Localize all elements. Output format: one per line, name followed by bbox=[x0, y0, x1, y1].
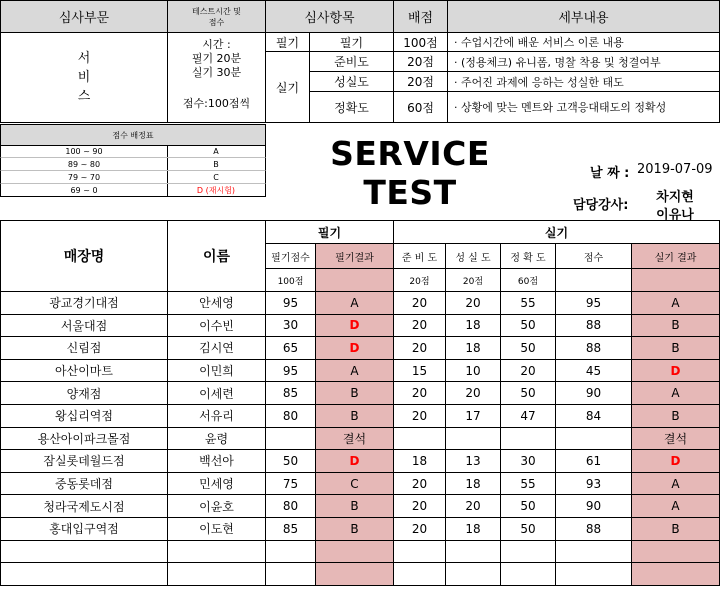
written-score-cell: 50 bbox=[265, 449, 316, 473]
sincerity-max: 20점 bbox=[445, 268, 501, 292]
group-practical-header: 실기 bbox=[393, 220, 720, 244]
name-cell bbox=[167, 540, 266, 564]
sincerity-cell: 18 bbox=[445, 336, 501, 360]
grade-table bbox=[0, 145, 266, 197]
name-cell: 이도현 bbox=[167, 517, 266, 541]
written-result-cell: C bbox=[315, 472, 394, 496]
sincerity-cell: 18 bbox=[445, 314, 501, 338]
header-item: 심사항목 bbox=[265, 0, 394, 33]
store-cell: 청라국제도시점 bbox=[0, 494, 168, 518]
written-time: 필기 20분 bbox=[191, 52, 242, 65]
accuracy-cell: 50 bbox=[500, 314, 556, 338]
written-result-cell: A bbox=[315, 291, 394, 315]
score-cell bbox=[555, 562, 632, 586]
name-cell: 이민희 bbox=[167, 359, 266, 383]
category-written: 필기 bbox=[265, 32, 310, 52]
instructor-name: 차지현 bbox=[656, 189, 694, 205]
prep-cell: 20 bbox=[393, 291, 446, 315]
grade-letter: A bbox=[167, 145, 266, 158]
table-row bbox=[0, 359, 721, 383]
written-max: 100점 bbox=[265, 268, 316, 292]
prep-cell: 18 bbox=[393, 449, 446, 473]
store-cell: 홍대입구역점 bbox=[0, 517, 168, 541]
accuracy-cell: 50 bbox=[500, 517, 556, 541]
table-row bbox=[0, 427, 721, 451]
col-sincerity: 성 실 도 bbox=[445, 243, 501, 269]
col-store-header: 매장명 bbox=[0, 220, 168, 292]
written-result-cell: B bbox=[315, 381, 394, 405]
table-row bbox=[0, 494, 721, 518]
name-cell: 서유리 bbox=[167, 404, 266, 428]
col-accuracy: 정 확 도 bbox=[500, 243, 556, 269]
score-cell: 90 bbox=[555, 494, 632, 518]
name-cell: 이세련 bbox=[167, 381, 266, 405]
practical-result-cell: B bbox=[631, 336, 720, 360]
table-row bbox=[0, 314, 721, 338]
item-points-prep: 20점 bbox=[393, 51, 448, 72]
written-result-cell: A bbox=[315, 359, 394, 383]
store-cell: 용산아이파크몰점 bbox=[0, 427, 168, 451]
written-score-cell: 75 bbox=[265, 472, 316, 496]
header-dept: 심사부문 bbox=[0, 0, 168, 33]
written-result-cell: D bbox=[315, 449, 394, 473]
service-time-cell bbox=[167, 32, 266, 123]
score-cell: 90 bbox=[555, 381, 632, 405]
accuracy-cell: 50 bbox=[500, 494, 556, 518]
store-cell bbox=[0, 540, 168, 564]
col-score: 점수 bbox=[555, 243, 632, 269]
sincerity-cell: 20 bbox=[445, 494, 501, 518]
table-row bbox=[0, 449, 721, 473]
grade-range: 89 ~ 80 bbox=[0, 158, 168, 171]
written-score-cell bbox=[265, 562, 316, 586]
score-each: 점수:100점씩 bbox=[182, 97, 251, 110]
written-result-cell bbox=[315, 540, 394, 564]
prep-cell bbox=[393, 562, 446, 586]
prep-cell: 20 bbox=[393, 314, 446, 338]
col-practical-result: 실기 결과 bbox=[631, 243, 720, 269]
table-row bbox=[0, 291, 721, 315]
score-cell: 84 bbox=[555, 404, 632, 428]
sincerity-cell: 10 bbox=[445, 359, 501, 383]
score-cell: 93 bbox=[555, 472, 632, 496]
name-cell: 이윤호 bbox=[167, 494, 266, 518]
score-cell: 88 bbox=[555, 336, 632, 360]
table-row bbox=[0, 472, 721, 496]
name-cell: 이수빈 bbox=[167, 314, 266, 338]
practical-result-cell: A bbox=[631, 494, 720, 518]
written-result-blank bbox=[315, 268, 394, 292]
accuracy-cell: 50 bbox=[500, 336, 556, 360]
score-cell: 61 bbox=[555, 449, 632, 473]
name-cell: 안세영 bbox=[167, 291, 266, 315]
practical-result-cell: 결석 bbox=[631, 427, 720, 451]
prep-max: 20점 bbox=[393, 268, 446, 292]
practical-result-cell bbox=[631, 562, 720, 586]
accuracy-cell: 55 bbox=[500, 472, 556, 496]
category-practical: 실기 bbox=[265, 51, 310, 123]
store-cell: 왕십리역점 bbox=[0, 404, 168, 428]
time-label: 시간 : bbox=[202, 38, 231, 51]
grade-letter: D (재시험) bbox=[167, 184, 266, 197]
written-result-cell: B bbox=[315, 404, 394, 428]
practical-time: 실기 30분 bbox=[191, 66, 242, 79]
item-name-sincerity: 성실도 bbox=[309, 71, 394, 92]
date-value: 2019-07-09 bbox=[637, 162, 713, 177]
date-label: 날 짜 : bbox=[590, 166, 630, 181]
prep-cell: 20 bbox=[393, 336, 446, 360]
item-detail-sincerity: · 주어진 과제에 응하는 성실한 태도 bbox=[447, 71, 720, 92]
header-detail: 세부내용 bbox=[447, 0, 720, 33]
store-cell: 잠실롯데월드점 bbox=[0, 449, 168, 473]
table-row bbox=[0, 540, 721, 564]
accuracy-cell bbox=[500, 427, 556, 451]
grade-letter: B bbox=[167, 158, 266, 171]
written-score-cell: 85 bbox=[265, 517, 316, 541]
written-result-cell bbox=[315, 562, 394, 586]
accuracy-cell: 55 bbox=[500, 291, 556, 315]
item-detail-written: · 수업시간에 배운 서비스 이론 내용 bbox=[447, 32, 720, 52]
sincerity-cell: 13 bbox=[445, 449, 501, 473]
prep-cell: 20 bbox=[393, 381, 446, 405]
item-points-written: 100점 bbox=[393, 32, 448, 52]
written-score-cell: 95 bbox=[265, 291, 316, 315]
col-written-score: 필기점수 bbox=[265, 243, 316, 269]
prep-cell: 20 bbox=[393, 494, 446, 518]
accuracy-cell: 20 bbox=[500, 359, 556, 383]
score-table-body bbox=[0, 291, 721, 585]
practical-result-blank bbox=[631, 268, 720, 292]
service-label: 서 비 스 bbox=[0, 32, 168, 123]
name-cell: 백선아 bbox=[167, 449, 266, 473]
score-cell: 88 bbox=[555, 517, 632, 541]
table-row bbox=[0, 404, 721, 428]
practical-result-cell: B bbox=[631, 517, 720, 541]
name-cell: 김시연 bbox=[167, 336, 266, 360]
name-cell bbox=[167, 562, 266, 586]
practical-result-cell: B bbox=[631, 314, 720, 338]
table-row bbox=[0, 517, 721, 541]
score-cell: 95 bbox=[555, 291, 632, 315]
written-score-cell: 80 bbox=[265, 494, 316, 518]
item-name-written: 필기 bbox=[309, 32, 394, 52]
store-cell: 아산이마트 bbox=[0, 359, 168, 383]
practical-result-cell: D bbox=[631, 359, 720, 383]
grade-range: 69 ~ 0 bbox=[0, 184, 168, 197]
sincerity-cell bbox=[445, 427, 501, 451]
sincerity-cell: 20 bbox=[445, 291, 501, 315]
written-result-cell: D bbox=[315, 314, 394, 338]
header-time-score: 테스트시간 및 점수 bbox=[167, 0, 266, 33]
store-cell: 중동롯데점 bbox=[0, 472, 168, 496]
col-prep: 준 비 도 bbox=[393, 243, 446, 269]
grade-range: 79 ~ 70 bbox=[0, 171, 168, 184]
table-row bbox=[0, 381, 721, 405]
grade-letter: C bbox=[167, 171, 266, 184]
sincerity-cell: 17 bbox=[445, 404, 501, 428]
store-cell: 신림점 bbox=[0, 336, 168, 360]
prep-cell: 20 bbox=[393, 472, 446, 496]
sincerity-cell: 20 bbox=[445, 381, 501, 405]
written-score-cell bbox=[265, 540, 316, 564]
grade-range: 100 ~ 90 bbox=[0, 145, 168, 158]
item-detail-prep: · (정용체크) 유니폼, 명찰 착용 및 청결여부 bbox=[447, 51, 720, 72]
group-written-header: 필기 bbox=[265, 220, 394, 244]
written-score-cell: 65 bbox=[265, 336, 316, 360]
store-cell bbox=[0, 562, 168, 586]
prep-cell: 20 bbox=[393, 404, 446, 428]
prep-cell bbox=[393, 540, 446, 564]
accuracy-max: 60점 bbox=[500, 268, 556, 292]
item-name-accuracy: 정확도 bbox=[309, 91, 394, 123]
accuracy-cell bbox=[500, 562, 556, 586]
accuracy-cell: 50 bbox=[500, 381, 556, 405]
name-cell: 민세영 bbox=[167, 472, 266, 496]
col-written-result: 필기결과 bbox=[315, 243, 394, 269]
score-cell bbox=[555, 427, 632, 451]
item-points-sincerity: 20점 bbox=[393, 71, 448, 92]
written-result-cell: D bbox=[315, 336, 394, 360]
written-result-cell: B bbox=[315, 517, 394, 541]
score-cell: 45 bbox=[555, 359, 632, 383]
table-row bbox=[0, 562, 721, 586]
written-score-cell bbox=[265, 427, 316, 451]
sincerity-cell bbox=[445, 562, 501, 586]
item-name-prep: 준비도 bbox=[309, 51, 394, 72]
accuracy-cell bbox=[500, 540, 556, 564]
instructor-name: 이유나 bbox=[656, 207, 694, 223]
written-score-cell: 85 bbox=[265, 381, 316, 405]
practical-result-cell: B bbox=[631, 404, 720, 428]
score-cell: 88 bbox=[555, 314, 632, 338]
store-cell: 양재점 bbox=[0, 381, 168, 405]
practical-result-cell: A bbox=[631, 381, 720, 405]
practical-result-cell: A bbox=[631, 472, 720, 496]
score-cell bbox=[555, 540, 632, 564]
store-cell: 서울대점 bbox=[0, 314, 168, 338]
practical-result-cell: D bbox=[631, 449, 720, 473]
sincerity-cell: 18 bbox=[445, 472, 501, 496]
table-row bbox=[0, 336, 721, 360]
col-name-header: 이름 bbox=[167, 220, 266, 292]
prep-cell: 15 bbox=[393, 359, 446, 383]
written-score-cell: 95 bbox=[265, 359, 316, 383]
name-cell: 윤령 bbox=[167, 427, 266, 451]
accuracy-cell: 30 bbox=[500, 449, 556, 473]
written-result-cell: B bbox=[315, 494, 394, 518]
instructor-label: 담당강사: bbox=[573, 198, 629, 213]
item-detail-accuracy: · 상황에 맞는 멘트와 고객응대태도의 정확성 bbox=[447, 91, 720, 123]
practical-result-cell: A bbox=[631, 291, 720, 315]
sincerity-cell bbox=[445, 540, 501, 564]
header-points: 배점 bbox=[393, 0, 448, 33]
sincerity-cell: 18 bbox=[445, 517, 501, 541]
score-blank bbox=[555, 268, 632, 292]
store-cell: 광교경기대점 bbox=[0, 291, 168, 315]
written-score-cell: 80 bbox=[265, 404, 316, 428]
prep-cell: 20 bbox=[393, 517, 446, 541]
item-points-accuracy: 60점 bbox=[393, 91, 448, 123]
accuracy-cell: 47 bbox=[500, 404, 556, 428]
prep-cell bbox=[393, 427, 446, 451]
grade-table-title: 점수 배정표 bbox=[0, 124, 266, 146]
page-title: SERVICE TEST bbox=[330, 134, 490, 212]
written-score-cell: 30 bbox=[265, 314, 316, 338]
practical-result-cell bbox=[631, 540, 720, 564]
written-result-cell: 결석 bbox=[315, 427, 394, 451]
